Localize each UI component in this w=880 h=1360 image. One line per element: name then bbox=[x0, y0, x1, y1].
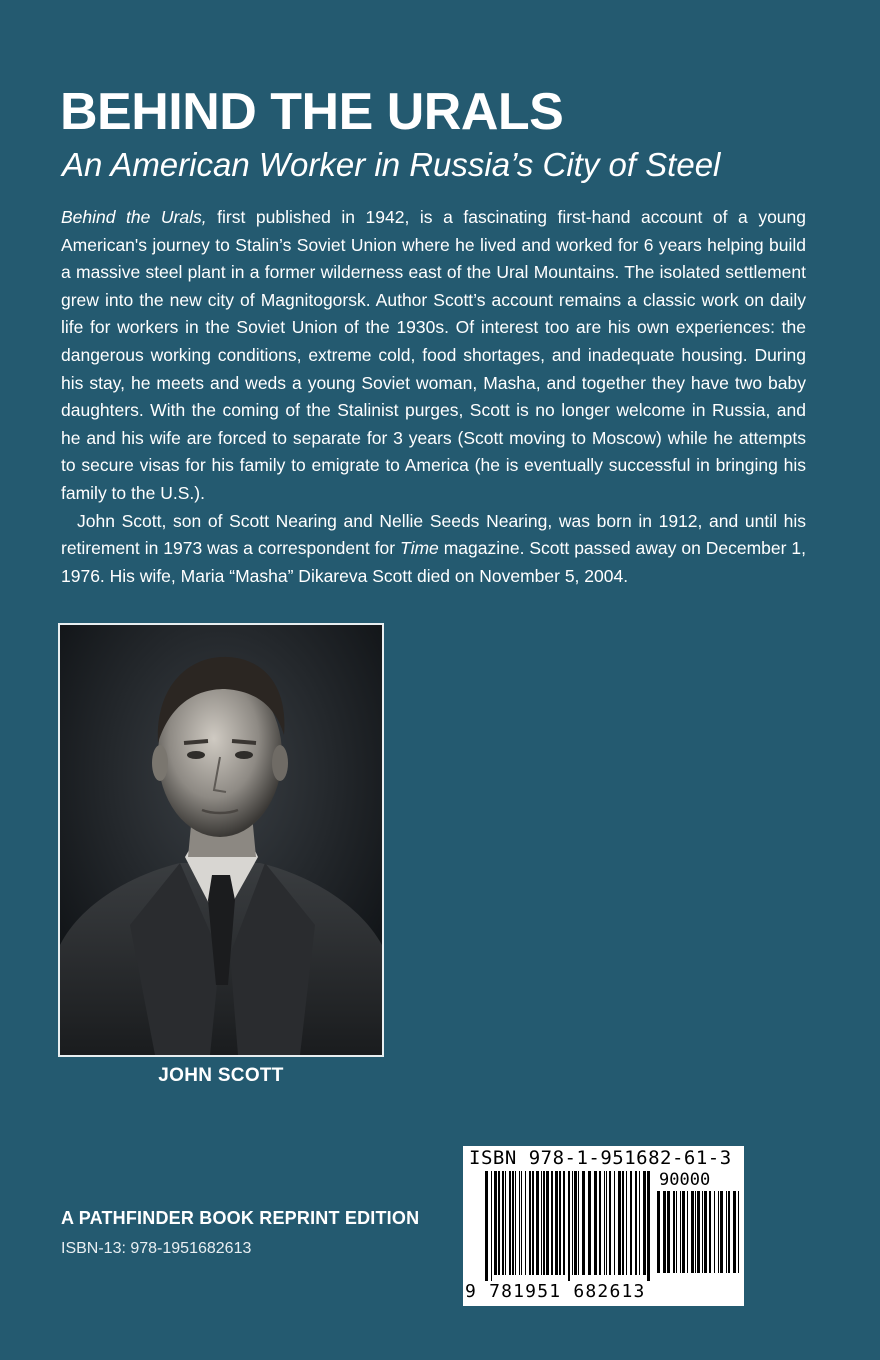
book-description bbox=[61, 204, 806, 590]
barcode-bar bbox=[491, 1171, 492, 1281]
barcode-digits: 9 781951 682613 bbox=[465, 1281, 646, 1302]
magazine-name-italic: Time bbox=[400, 538, 439, 559]
barcode-bar bbox=[582, 1171, 585, 1275]
barcode-bar bbox=[639, 1171, 640, 1275]
barcode-bar bbox=[606, 1171, 607, 1275]
barcode-bar bbox=[643, 1171, 646, 1275]
description-paragraph-2-end: magazine. Scott passed away on December 1, 1976. His wife, Maria “Masha” Dikareva Scott died on November 5, 2004. bbox=[61, 538, 806, 586]
barcode-bar bbox=[626, 1171, 627, 1275]
barcode-bar bbox=[704, 1191, 707, 1273]
author-photo bbox=[58, 623, 384, 1057]
barcode-bar bbox=[525, 1171, 526, 1275]
barcode-bar bbox=[515, 1171, 516, 1275]
barcode-bar bbox=[578, 1171, 579, 1275]
barcode-bar bbox=[733, 1191, 736, 1273]
barcode-bar bbox=[509, 1171, 511, 1275]
barcode-bar bbox=[551, 1171, 553, 1275]
barcode-price-code: 90000 bbox=[659, 1170, 711, 1190]
barcode-bar bbox=[691, 1191, 694, 1273]
barcode-bar bbox=[630, 1171, 632, 1275]
barcode-bar bbox=[728, 1191, 730, 1273]
photo-caption: JOHN SCOTT bbox=[158, 1065, 284, 1086]
barcode-bar bbox=[519, 1171, 520, 1275]
barcode-bar bbox=[502, 1171, 504, 1275]
barcode-isbn-label: ISBN 978-1-951682-61-3 bbox=[469, 1147, 732, 1169]
isbn-text: ISBN-13: 978-1951682613 bbox=[61, 1240, 252, 1257]
description-paragraph-1 bbox=[61, 204, 806, 508]
barcode-bar bbox=[676, 1191, 677, 1273]
barcode-bar bbox=[702, 1191, 703, 1273]
barcode-bar bbox=[695, 1191, 696, 1273]
barcode-bar bbox=[588, 1171, 591, 1275]
barcode-bar bbox=[536, 1171, 539, 1275]
barcode-bar bbox=[594, 1171, 597, 1275]
barcode-bar bbox=[667, 1191, 670, 1273]
barcode-bar bbox=[647, 1171, 650, 1281]
description-paragraph-1-text: first published in 1942, is a fascinating first-hand account of a young American's journey to Stalin’s Soviet Union where he lived and worked for 6 years helping build a massive steel plant in a former wilderness east of the Ural Mountains. The isolated settlement grew into the new city of Magnitogorsk. Author Scott’s account remains a classic work on daily life for workers in the Soviet Union of the 1930s. Of interest too are his own experiences: the dangerous working conditions, extreme cold, food shortages, and inadequate housing. During his stay, he meets and weds a young Soviet woman, Masha, and together they have two baby daughters. With the coming of the Stalinist purges, Scott is no longer welcome in Russia, and he and his wife are forced to separate for 3 years (Scott moving to Moscow) while he attempts to secure visas for his family to emigrate to America (he is eventually successful in bringing his family to the U.S.). bbox=[61, 207, 807, 503]
barcode-bar bbox=[599, 1171, 601, 1275]
barcode-bar bbox=[726, 1191, 727, 1273]
barcode-bar bbox=[714, 1191, 715, 1273]
barcode-bar bbox=[529, 1171, 531, 1275]
barcode-bar bbox=[709, 1191, 711, 1273]
barcode-bar bbox=[673, 1191, 675, 1273]
barcode-bar bbox=[546, 1171, 549, 1275]
barcode-bar bbox=[622, 1171, 624, 1275]
barcode-bar bbox=[657, 1191, 660, 1273]
barcode-bar bbox=[505, 1171, 506, 1275]
barcode-bar bbox=[494, 1171, 497, 1275]
barcode-bar bbox=[614, 1171, 615, 1275]
book-title: BEHIND THE URALS bbox=[60, 83, 564, 141]
book-subtitle: An American Worker in Russia’s City of Steel bbox=[62, 146, 721, 183]
barcode-bar bbox=[738, 1191, 739, 1273]
barcode-bar bbox=[604, 1171, 605, 1275]
isbn-barcode bbox=[463, 1146, 744, 1306]
description-paragraph-2-start: John Scott, son of Scott Nearing and Nellie Seeds Nearing, was born in 1912, and until his retirement in 1973 was a correspondent for bbox=[61, 510, 806, 559]
barcode-bar bbox=[485, 1171, 488, 1281]
barcode-bar bbox=[574, 1171, 577, 1275]
barcode-bar bbox=[663, 1191, 666, 1273]
barcode-bar bbox=[498, 1171, 500, 1275]
barcode-bar bbox=[532, 1171, 534, 1275]
barcode-bar bbox=[568, 1171, 570, 1281]
author-portrait-image bbox=[60, 625, 382, 1055]
barcode-bar bbox=[609, 1171, 611, 1275]
book-title-italic: Behind the Urals, bbox=[61, 207, 207, 227]
barcode-bar bbox=[635, 1171, 637, 1275]
barcode-bar bbox=[680, 1191, 681, 1273]
barcode-bar bbox=[555, 1171, 558, 1275]
barcode-bar bbox=[572, 1171, 573, 1275]
barcode-bar bbox=[543, 1171, 545, 1275]
barcode-bar bbox=[697, 1191, 700, 1273]
barcode-bar bbox=[720, 1191, 723, 1273]
barcode-bar bbox=[682, 1191, 685, 1273]
barcode-bar bbox=[512, 1171, 514, 1275]
edition-label: A PATHFINDER BOOK REPRINT EDITION bbox=[61, 1208, 420, 1228]
barcode-addon-bars bbox=[657, 1191, 741, 1279]
barcode-bar bbox=[559, 1171, 561, 1275]
barcode-bar bbox=[563, 1171, 565, 1275]
barcode-bar bbox=[718, 1191, 719, 1273]
description-paragraph-2 bbox=[61, 508, 806, 591]
barcode-bar bbox=[541, 1171, 542, 1275]
barcode-main-bars bbox=[485, 1171, 651, 1281]
barcode-bar bbox=[521, 1171, 522, 1275]
barcode-bar bbox=[687, 1191, 688, 1273]
barcode-bar bbox=[618, 1171, 621, 1275]
